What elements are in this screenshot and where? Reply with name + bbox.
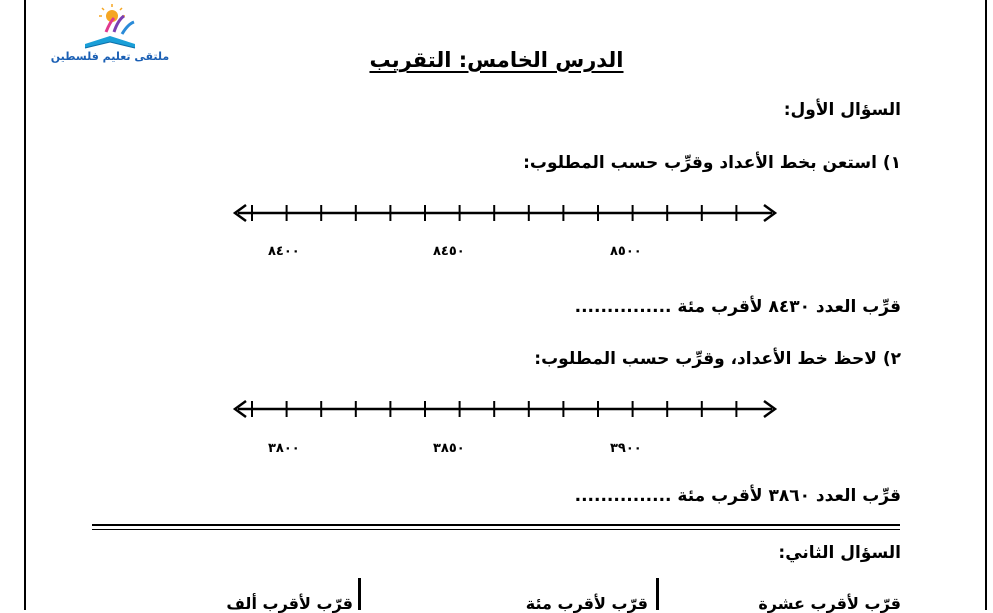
page-border-left bbox=[24, 0, 26, 610]
line2-label-1: ٣٨٠٠ bbox=[268, 441, 300, 456]
column-header-nearest-thousand: قرّب لأقرب ألف bbox=[226, 594, 353, 613]
line1-label-2: ٨٤٥٠ bbox=[433, 244, 465, 259]
number-line-1 bbox=[230, 202, 780, 224]
item2-prompt: ٢) لاحظ خط الأعداد، وقرِّب حسب المطلوب: bbox=[534, 349, 901, 369]
page-border-right bbox=[985, 0, 987, 610]
item1-task: قرِّب العدد ٨٤٣٠ لأقرب مئة ............... bbox=[574, 297, 901, 317]
table-column-divider bbox=[358, 578, 361, 610]
line2-label-3: ٣٩٠٠ bbox=[610, 441, 642, 456]
item2-task: قرِّب العدد ٣٨٦٠ لأقرب مئة ............... bbox=[574, 486, 901, 506]
item1-prompt: ١) استعن بخط الأعداد وقرِّب حسب المطلوب: bbox=[523, 153, 901, 173]
section-divider bbox=[92, 524, 900, 526]
line1-label-1: ٨٤٠٠ bbox=[268, 244, 300, 259]
line2-label-2: ٣٨٥٠ bbox=[433, 441, 465, 456]
column-header-nearest-hundred: قرّب لأقرب مئة bbox=[525, 594, 648, 613]
table-column-divider bbox=[656, 578, 659, 610]
logo-caption: ملتقى تعليم فلسطين bbox=[50, 50, 170, 63]
question2-heading: السؤال الثاني: bbox=[778, 543, 901, 563]
number-line-2 bbox=[230, 398, 780, 420]
section-divider-thin bbox=[92, 529, 900, 530]
line1-label-3: ٨٥٠٠ bbox=[610, 244, 642, 259]
column-header-nearest-ten: قرّب لأقرب عشرة bbox=[758, 594, 901, 613]
page-title: الدرس الخامس: التقريب bbox=[369, 48, 624, 72]
question1-heading: السؤال الأول: bbox=[783, 100, 901, 120]
open-book-icon bbox=[85, 36, 135, 48]
